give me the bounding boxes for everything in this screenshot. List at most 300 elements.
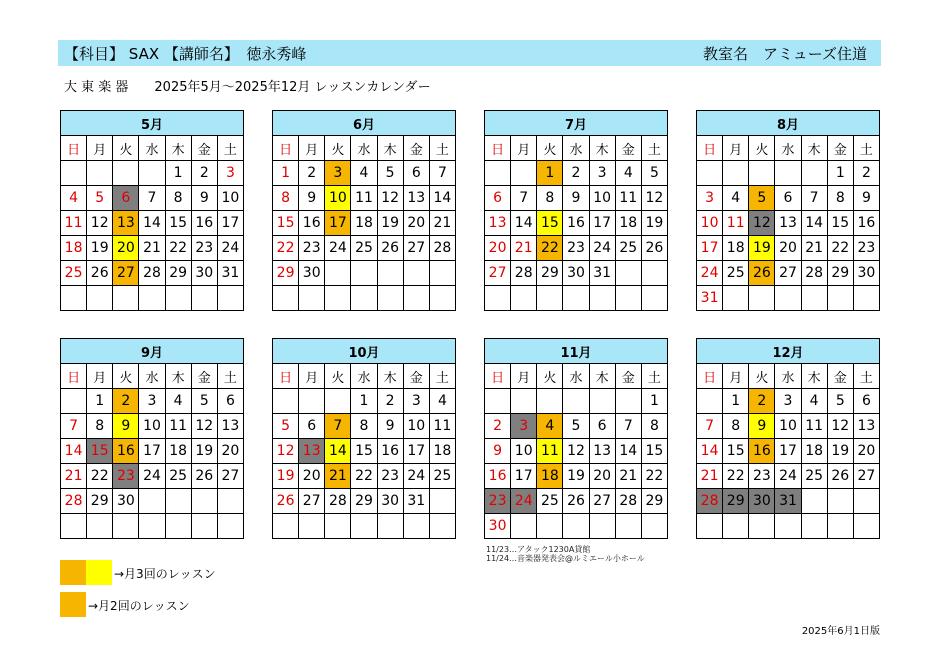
- day-cell: 23: [485, 489, 511, 514]
- day-cell: [615, 514, 641, 539]
- day-cell: 4: [615, 161, 641, 186]
- day-cell: 11: [537, 439, 563, 464]
- day-cell: 19: [87, 236, 113, 261]
- month-title: 9月: [61, 339, 244, 364]
- day-cell: 2: [299, 161, 325, 186]
- weekday-header: 木: [165, 364, 191, 389]
- day-cell: 16: [377, 439, 403, 464]
- day-cell: 29: [351, 489, 377, 514]
- day-cell: 6: [853, 389, 879, 414]
- day-cell: 25: [723, 261, 749, 286]
- day-cell: 5: [827, 389, 853, 414]
- day-cell: [113, 161, 139, 186]
- day-cell: [563, 389, 589, 414]
- day-cell: 12: [749, 211, 775, 236]
- day-cell: 20: [299, 464, 325, 489]
- month-title: 8月: [697, 111, 880, 136]
- day-cell: 3: [697, 186, 723, 211]
- day-cell: 3: [403, 389, 429, 414]
- day-cell: [429, 261, 455, 286]
- day-cell: 24: [139, 464, 165, 489]
- day-cell: [723, 514, 749, 539]
- day-cell: 18: [537, 464, 563, 489]
- day-cell: [87, 286, 113, 311]
- day-cell: 31: [403, 489, 429, 514]
- day-cell: 1: [537, 161, 563, 186]
- day-cell: 11: [165, 414, 191, 439]
- day-cell: 4: [537, 414, 563, 439]
- day-cell: 16: [563, 211, 589, 236]
- day-cell: [61, 514, 87, 539]
- weekday-header: 土: [853, 136, 879, 161]
- day-cell: 1: [351, 389, 377, 414]
- day-cell: [191, 489, 217, 514]
- weekday-header: 月: [87, 136, 113, 161]
- weekday-header: 月: [299, 136, 325, 161]
- day-cell: [113, 514, 139, 539]
- day-cell: [563, 286, 589, 311]
- weekday-header: 月: [87, 364, 113, 389]
- day-cell: [217, 286, 243, 311]
- legend-3-lessons: →月3回のレッスン: [114, 567, 216, 581]
- day-cell: 6: [403, 161, 429, 186]
- day-cell: 15: [165, 211, 191, 236]
- weekday-header: 月: [511, 364, 537, 389]
- weekday-header: 火: [537, 136, 563, 161]
- day-cell: 9: [191, 186, 217, 211]
- weekday-header: 水: [775, 136, 801, 161]
- day-cell: 19: [749, 236, 775, 261]
- day-cell: 2: [113, 389, 139, 414]
- day-cell: 16: [853, 211, 879, 236]
- day-cell: 29: [273, 261, 299, 286]
- month-calendar: [696, 110, 880, 311]
- day-cell: [775, 161, 801, 186]
- day-cell: [87, 514, 113, 539]
- day-cell: 23: [563, 236, 589, 261]
- day-cell: [615, 286, 641, 311]
- weekday-header: 金: [615, 136, 641, 161]
- day-cell: 16: [113, 439, 139, 464]
- day-cell: [429, 286, 455, 311]
- day-cell: [61, 389, 87, 414]
- day-cell: [697, 389, 723, 414]
- day-cell: 11: [615, 186, 641, 211]
- day-cell: 30: [299, 261, 325, 286]
- day-cell: 18: [165, 439, 191, 464]
- note-1: 11/23…アタック1230A貸館: [486, 545, 591, 554]
- day-cell: 26: [749, 261, 775, 286]
- day-cell: 6: [113, 186, 139, 211]
- day-cell: 22: [641, 464, 667, 489]
- weekday-header: 木: [801, 136, 827, 161]
- day-cell: 10: [697, 211, 723, 236]
- weekday-header: 水: [351, 364, 377, 389]
- day-cell: 20: [853, 439, 879, 464]
- day-cell: 9: [563, 186, 589, 211]
- day-cell: [299, 514, 325, 539]
- day-cell: [191, 514, 217, 539]
- day-cell: 4: [801, 389, 827, 414]
- day-cell: [351, 514, 377, 539]
- day-cell: 26: [641, 236, 667, 261]
- day-cell: 9: [113, 414, 139, 439]
- day-cell: [139, 286, 165, 311]
- weekday-header: 土: [641, 364, 667, 389]
- day-cell: 15: [351, 439, 377, 464]
- day-cell: 21: [429, 211, 455, 236]
- day-cell: 23: [113, 464, 139, 489]
- day-cell: 20: [113, 236, 139, 261]
- day-cell: 7: [429, 161, 455, 186]
- day-cell: [273, 389, 299, 414]
- day-cell: [377, 261, 403, 286]
- day-cell: 14: [61, 439, 87, 464]
- day-cell: [325, 286, 351, 311]
- day-cell: 5: [749, 186, 775, 211]
- day-cell: 9: [485, 439, 511, 464]
- day-cell: 28: [139, 261, 165, 286]
- weekday-header: 木: [377, 136, 403, 161]
- day-cell: 19: [827, 439, 853, 464]
- day-cell: 3: [511, 414, 537, 439]
- day-cell: 17: [589, 211, 615, 236]
- legend-orange-swatch-2: [60, 592, 86, 617]
- day-cell: 14: [429, 186, 455, 211]
- page-subtitle: 大 東 楽 器 2025年5月～2025年12月 レッスンカレンダー: [64, 80, 431, 95]
- weekday-header: 水: [351, 136, 377, 161]
- weekday-header: 火: [113, 136, 139, 161]
- day-cell: 4: [165, 389, 191, 414]
- day-cell: 28: [697, 489, 723, 514]
- day-cell: [165, 286, 191, 311]
- day-cell: 28: [511, 261, 537, 286]
- day-cell: 5: [191, 389, 217, 414]
- weekday-header: 土: [429, 364, 455, 389]
- weekday-header: 木: [589, 136, 615, 161]
- day-cell: 21: [801, 236, 827, 261]
- day-cell: [165, 514, 191, 539]
- day-cell: 4: [723, 186, 749, 211]
- day-cell: 21: [325, 464, 351, 489]
- day-cell: 4: [351, 161, 377, 186]
- day-cell: [139, 489, 165, 514]
- day-cell: 18: [429, 439, 455, 464]
- weekday-header: 木: [589, 364, 615, 389]
- day-cell: [485, 286, 511, 311]
- month-calendar: [272, 338, 456, 539]
- day-cell: 8: [723, 414, 749, 439]
- day-cell: 25: [351, 236, 377, 261]
- weekday-header: 水: [563, 136, 589, 161]
- day-cell: 15: [827, 211, 853, 236]
- day-cell: 3: [589, 161, 615, 186]
- subject-teacher: 【科目】 SAX 【講師名】 徳永秀峰: [64, 44, 307, 63]
- day-cell: 7: [801, 186, 827, 211]
- day-cell: 12: [377, 186, 403, 211]
- day-cell: 11: [351, 186, 377, 211]
- day-cell: 12: [191, 414, 217, 439]
- day-cell: [511, 286, 537, 311]
- issue-date: 2025年6月1日版: [801, 626, 880, 637]
- day-cell: 27: [299, 489, 325, 514]
- month-calendar: [696, 338, 880, 539]
- day-cell: 1: [827, 161, 853, 186]
- day-cell: 26: [273, 489, 299, 514]
- day-cell: [615, 261, 641, 286]
- day-cell: 17: [511, 464, 537, 489]
- day-cell: [641, 261, 667, 286]
- day-cell: 18: [61, 236, 87, 261]
- day-cell: 6: [775, 186, 801, 211]
- day-cell: [723, 286, 749, 311]
- day-cell: 11: [723, 211, 749, 236]
- weekday-header: 日: [61, 136, 87, 161]
- day-cell: 18: [615, 211, 641, 236]
- day-cell: [537, 514, 563, 539]
- day-cell: 3: [325, 161, 351, 186]
- day-cell: 25: [801, 464, 827, 489]
- day-cell: 27: [217, 464, 243, 489]
- day-cell: 1: [273, 161, 299, 186]
- day-cell: 14: [325, 439, 351, 464]
- day-cell: 21: [697, 464, 723, 489]
- day-cell: 2: [377, 389, 403, 414]
- day-cell: 8: [827, 186, 853, 211]
- day-cell: 30: [113, 489, 139, 514]
- day-cell: 2: [749, 389, 775, 414]
- day-cell: 24: [403, 464, 429, 489]
- weekday-header: 金: [191, 136, 217, 161]
- day-cell: 30: [853, 261, 879, 286]
- weekday-header: 月: [723, 364, 749, 389]
- day-cell: [217, 514, 243, 539]
- day-cell: 28: [325, 489, 351, 514]
- day-cell: 16: [485, 464, 511, 489]
- weekday-header: 火: [325, 136, 351, 161]
- day-cell: 13: [217, 414, 243, 439]
- month-title: 10月: [273, 339, 456, 364]
- day-cell: 5: [377, 161, 403, 186]
- day-cell: [801, 161, 827, 186]
- day-cell: [429, 514, 455, 539]
- weekday-header: 金: [827, 136, 853, 161]
- day-cell: 2: [485, 414, 511, 439]
- day-cell: [563, 514, 589, 539]
- day-cell: 31: [697, 286, 723, 311]
- day-cell: [325, 261, 351, 286]
- day-cell: 8: [351, 414, 377, 439]
- day-cell: 25: [429, 464, 455, 489]
- day-cell: 8: [641, 414, 667, 439]
- day-cell: 3: [139, 389, 165, 414]
- day-cell: 29: [537, 261, 563, 286]
- weekday-header: 土: [641, 136, 667, 161]
- month-calendar: [60, 110, 244, 311]
- day-cell: 13: [403, 186, 429, 211]
- day-cell: [749, 514, 775, 539]
- day-cell: 31: [775, 489, 801, 514]
- day-cell: 7: [139, 186, 165, 211]
- weekday-header: 金: [191, 364, 217, 389]
- month-title: 12月: [697, 339, 880, 364]
- weekday-header: 水: [563, 364, 589, 389]
- day-cell: 10: [139, 414, 165, 439]
- month-calendar: [484, 110, 668, 311]
- day-cell: [485, 389, 511, 414]
- day-cell: [853, 286, 879, 311]
- day-cell: 14: [511, 211, 537, 236]
- day-cell: 14: [615, 439, 641, 464]
- day-cell: 19: [563, 464, 589, 489]
- day-cell: 23: [191, 236, 217, 261]
- day-cell: 9: [299, 186, 325, 211]
- day-cell: 10: [775, 414, 801, 439]
- day-cell: 13: [589, 439, 615, 464]
- day-cell: 15: [641, 439, 667, 464]
- weekday-header: 金: [827, 364, 853, 389]
- day-cell: [403, 286, 429, 311]
- day-cell: 24: [697, 261, 723, 286]
- page-header: [58, 40, 881, 66]
- day-cell: 3: [775, 389, 801, 414]
- day-cell: [775, 286, 801, 311]
- day-cell: 27: [485, 261, 511, 286]
- day-cell: 23: [377, 464, 403, 489]
- day-cell: [139, 161, 165, 186]
- weekday-header: 日: [273, 364, 299, 389]
- day-cell: [377, 514, 403, 539]
- day-cell: 2: [191, 161, 217, 186]
- day-cell: 9: [749, 414, 775, 439]
- weekday-header: 火: [537, 364, 563, 389]
- day-cell: [775, 514, 801, 539]
- day-cell: [723, 161, 749, 186]
- day-cell: [641, 286, 667, 311]
- month-calendar: [484, 338, 668, 539]
- day-cell: [853, 514, 879, 539]
- day-cell: [589, 389, 615, 414]
- day-cell: 10: [325, 186, 351, 211]
- day-cell: 18: [351, 211, 377, 236]
- weekday-header: 月: [299, 364, 325, 389]
- day-cell: [325, 389, 351, 414]
- day-cell: [801, 514, 827, 539]
- day-cell: 23: [853, 236, 879, 261]
- day-cell: 25: [615, 236, 641, 261]
- day-cell: [191, 286, 217, 311]
- day-cell: 5: [273, 414, 299, 439]
- day-cell: 24: [325, 236, 351, 261]
- day-cell: 13: [775, 211, 801, 236]
- day-cell: 13: [113, 211, 139, 236]
- day-cell: 24: [589, 236, 615, 261]
- day-cell: 29: [165, 261, 191, 286]
- day-cell: 6: [485, 186, 511, 211]
- day-cell: 20: [403, 211, 429, 236]
- day-cell: 10: [403, 414, 429, 439]
- day-cell: [139, 514, 165, 539]
- day-cell: 12: [641, 186, 667, 211]
- day-cell: [403, 514, 429, 539]
- day-cell: 26: [191, 464, 217, 489]
- day-cell: 12: [87, 211, 113, 236]
- day-cell: 10: [217, 186, 243, 211]
- day-cell: 24: [511, 489, 537, 514]
- day-cell: 20: [485, 236, 511, 261]
- weekday-header: 火: [325, 364, 351, 389]
- day-cell: 1: [87, 389, 113, 414]
- day-cell: 8: [165, 186, 191, 211]
- day-cell: 27: [589, 489, 615, 514]
- weekday-header: 土: [217, 364, 243, 389]
- weekday-header: 土: [429, 136, 455, 161]
- day-cell: 12: [827, 414, 853, 439]
- weekday-header: 日: [61, 364, 87, 389]
- day-cell: 28: [61, 489, 87, 514]
- day-cell: 20: [775, 236, 801, 261]
- day-cell: 27: [113, 261, 139, 286]
- day-cell: 29: [87, 489, 113, 514]
- day-cell: [749, 286, 775, 311]
- day-cell: 13: [299, 439, 325, 464]
- day-cell: 15: [273, 211, 299, 236]
- day-cell: 11: [429, 414, 455, 439]
- day-cell: 30: [563, 261, 589, 286]
- day-cell: [511, 514, 537, 539]
- day-cell: 18: [723, 236, 749, 261]
- legend-2-lessons: →月2回のレッスン: [88, 599, 190, 613]
- day-cell: 13: [853, 414, 879, 439]
- day-cell: 13: [485, 211, 511, 236]
- day-cell: 19: [377, 211, 403, 236]
- day-cell: 21: [511, 236, 537, 261]
- notes: [486, 545, 645, 563]
- day-cell: 24: [775, 464, 801, 489]
- day-cell: [589, 286, 615, 311]
- day-cell: 27: [775, 261, 801, 286]
- day-cell: [429, 489, 455, 514]
- day-cell: 30: [485, 514, 511, 539]
- day-cell: 16: [299, 211, 325, 236]
- day-cell: [61, 161, 87, 186]
- day-cell: [217, 489, 243, 514]
- day-cell: 22: [827, 236, 853, 261]
- weekday-header: 日: [273, 136, 299, 161]
- day-cell: 17: [217, 211, 243, 236]
- day-cell: [299, 389, 325, 414]
- day-cell: 22: [537, 236, 563, 261]
- day-cell: 25: [537, 489, 563, 514]
- day-cell: 22: [273, 236, 299, 261]
- day-cell: 11: [61, 211, 87, 236]
- day-cell: [537, 286, 563, 311]
- day-cell: 29: [827, 261, 853, 286]
- day-cell: [403, 261, 429, 286]
- day-cell: 30: [749, 489, 775, 514]
- day-cell: [801, 489, 827, 514]
- day-cell: 8: [273, 186, 299, 211]
- day-cell: 21: [615, 464, 641, 489]
- day-cell: 18: [801, 439, 827, 464]
- day-cell: 1: [641, 389, 667, 414]
- day-cell: 12: [563, 439, 589, 464]
- day-cell: 19: [191, 439, 217, 464]
- day-cell: 5: [563, 414, 589, 439]
- day-cell: 26: [87, 261, 113, 286]
- day-cell: 20: [589, 464, 615, 489]
- day-cell: 14: [139, 211, 165, 236]
